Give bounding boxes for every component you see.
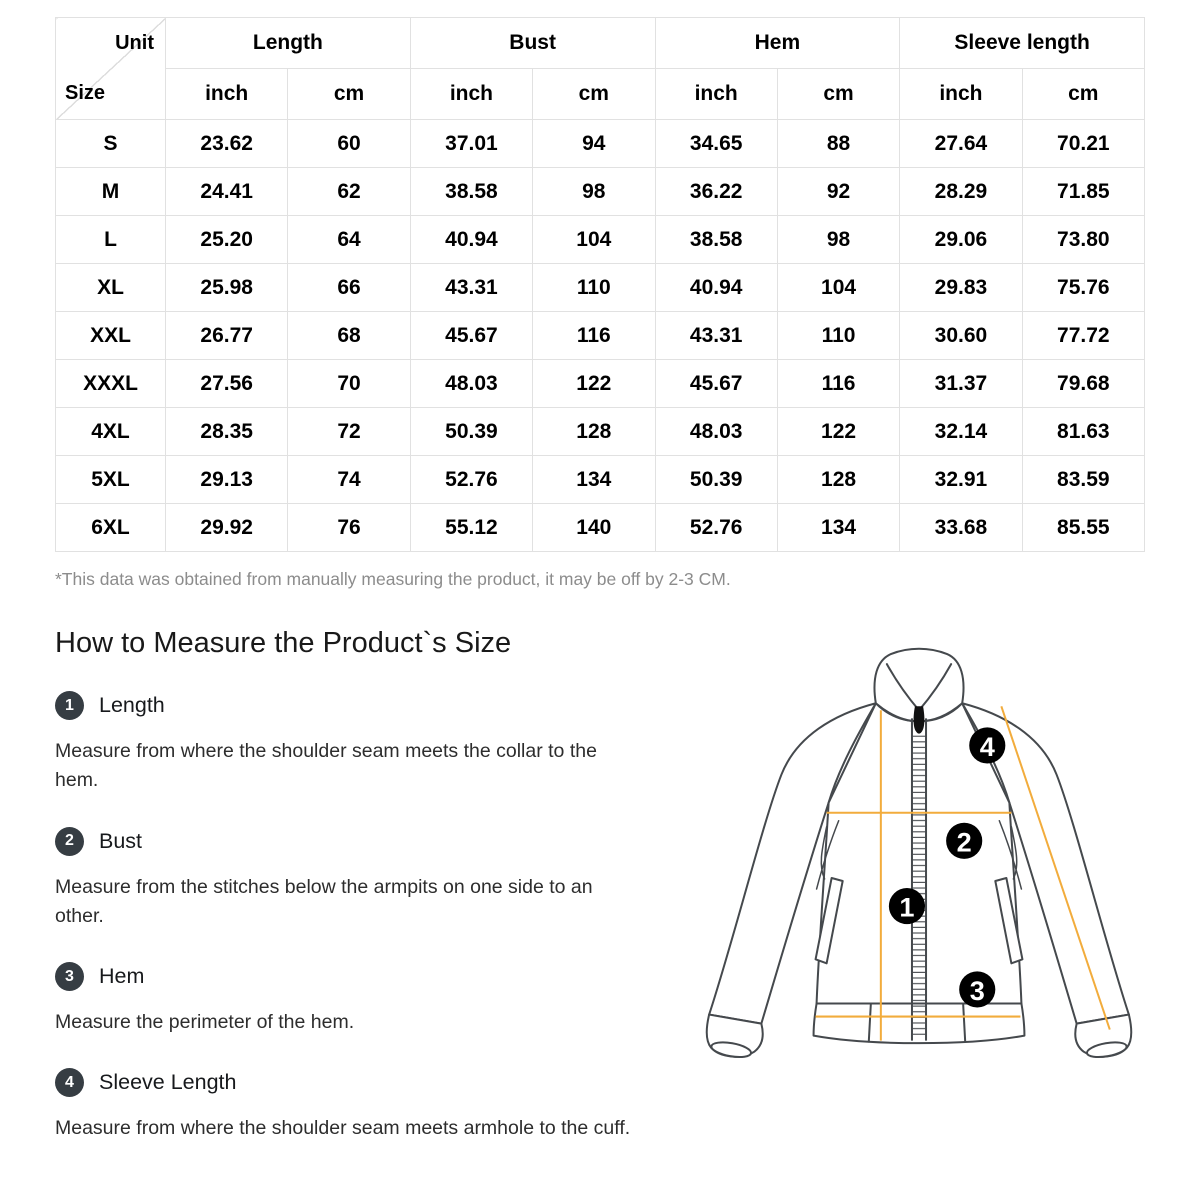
measurement-cell: 25.20 (166, 216, 288, 264)
step-label: Sleeve Length (99, 1070, 237, 1095)
measurement-disclaimer: *This data was obtained from manually measuring the product, it may be off by 2-3 CM. (55, 569, 731, 589)
measurement-cell: 52.76 (655, 504, 777, 552)
measurement-cell: 83.59 (1022, 456, 1144, 504)
unit-header-cell: cm (288, 69, 410, 120)
measurement-cell: 71.85 (1022, 168, 1144, 216)
unit-size-corner-cell (56, 18, 166, 120)
column-group-sleeve-length: Sleeve length (900, 18, 1145, 69)
measurement-cell: 28.35 (166, 408, 288, 456)
measurement-cell: 85.55 (1022, 504, 1144, 552)
measuring-guide (55, 627, 640, 1144)
measurement-cell: 36.22 (655, 168, 777, 216)
size-row-5XL (56, 456, 1145, 504)
unit-header-cell: cm (533, 69, 655, 120)
size-row-XL (56, 264, 1145, 312)
zipper-pull (914, 706, 925, 733)
measurement-cell: 66 (288, 264, 410, 312)
svg-text:3: 3 (969, 974, 985, 1006)
step-hem (55, 962, 640, 1037)
measurement-cell: 73.80 (1022, 216, 1144, 264)
unit-header-row (56, 69, 1145, 120)
measurement-cell: 25.98 (166, 264, 288, 312)
measurement-cell: 48.03 (410, 360, 532, 408)
measurement-cell: 23.62 (166, 120, 288, 168)
measurement-cell: 77.72 (1022, 312, 1144, 360)
measurement-cell: 79.68 (1022, 360, 1144, 408)
measurement-cell: 128 (533, 408, 655, 456)
measurement-cell: 52.76 (410, 456, 532, 504)
measurement-cell: 134 (777, 504, 899, 552)
column-group-bust: Bust (410, 18, 655, 69)
measurement-cell: 45.67 (410, 312, 532, 360)
measurement-cell: 122 (533, 360, 655, 408)
measurement-cell: 88 (777, 120, 899, 168)
measurement-cell: 29.06 (900, 216, 1022, 264)
measurement-cell: 104 (777, 264, 899, 312)
measurement-cell: 50.39 (655, 456, 777, 504)
size-name-cell: M (56, 168, 166, 216)
step-length (55, 691, 640, 796)
measurement-cell: 122 (777, 408, 899, 456)
step-header (55, 962, 640, 991)
jacket-badge-bust (946, 823, 982, 859)
step-description: Measure from the stitches below the armpits on one side to an other. (55, 875, 593, 927)
step-header (55, 691, 640, 720)
step-number-badge: 3 (55, 962, 84, 991)
unit-header-cell: inch (655, 69, 777, 120)
measurement-cell: 64 (288, 216, 410, 264)
measurement-cell: 40.94 (410, 216, 532, 264)
measurement-cell: 27.56 (166, 360, 288, 408)
measurement-cell: 110 (777, 312, 899, 360)
size-row-L (56, 216, 1145, 264)
measurement-cell: 128 (777, 456, 899, 504)
measurement-cell: 37.01 (410, 120, 532, 168)
measurement-cell: 116 (533, 312, 655, 360)
measurement-cell: 92 (777, 168, 899, 216)
measurement-cell: 33.68 (900, 504, 1022, 552)
group-header-row (56, 18, 1145, 69)
step-description: Measure from where the shoulder seam meets armhole to the cuff. (55, 1117, 631, 1140)
size-row-XXXL (56, 360, 1145, 408)
measurement-cell: 31.37 (900, 360, 1022, 408)
step-description: Measure the perimeter of the hem. (55, 1011, 355, 1033)
unit-label: Unit (115, 32, 154, 54)
measurement-cell: 40.94 (655, 264, 777, 312)
column-group-length: Length (166, 18, 411, 69)
measurement-cell: 76 (288, 504, 410, 552)
measurement-cell: 68 (288, 312, 410, 360)
step-header (55, 1068, 640, 1097)
size-chart-table (55, 17, 1145, 552)
unit-header-cell: inch (410, 69, 532, 120)
unit-header-cell: cm (1022, 69, 1144, 120)
svg-text:4: 4 (979, 730, 995, 762)
measurement-cell: 74 (288, 456, 410, 504)
size-name-cell: 5XL (56, 456, 166, 504)
size-row-XXL (56, 312, 1145, 360)
jacket-badge-hem (959, 971, 995, 1007)
measurement-cell: 70.21 (1022, 120, 1144, 168)
jacket-measurement-illustration (678, 640, 1160, 1122)
jacket-badge-length (889, 888, 925, 924)
unit-header-cell: inch (166, 69, 288, 120)
guide-title: How to Measure the Product`s Size (55, 627, 512, 659)
step-sleeve-length (55, 1068, 640, 1143)
step-number-badge: 4 (55, 1068, 84, 1097)
measurement-cell: 62 (288, 168, 410, 216)
step-label: Length (99, 693, 165, 717)
size-name-cell: 6XL (56, 504, 166, 552)
size-name-cell: S (56, 120, 166, 168)
measurement-cell: 45.67 (655, 360, 777, 408)
unit-header-cell: cm (777, 69, 899, 120)
measurement-cell: 98 (777, 216, 899, 264)
step-description: Measure from where the shoulder seam meets the collar to the hem. (55, 740, 597, 792)
size-label: Size (65, 82, 106, 104)
step-number-badge: 1 (55, 691, 84, 720)
measurement-cell: 140 (533, 504, 655, 552)
measurement-cell: 30.60 (900, 312, 1022, 360)
measurement-cell: 116 (777, 360, 899, 408)
measurement-cell: 38.58 (655, 216, 777, 264)
measurement-cell: 32.14 (900, 408, 1022, 456)
measurement-cell: 72 (288, 408, 410, 456)
measurement-cell: 43.31 (410, 264, 532, 312)
measurement-cell: 98 (533, 168, 655, 216)
measurement-cell: 110 (533, 264, 655, 312)
measurement-cell: 29.83 (900, 264, 1022, 312)
measurement-cell: 50.39 (410, 408, 532, 456)
size-name-cell: XXXL (56, 360, 166, 408)
measurement-cell: 43.31 (655, 312, 777, 360)
measurement-cell: 27.64 (900, 120, 1022, 168)
measurement-cell: 70 (288, 360, 410, 408)
size-name-cell: XL (56, 264, 166, 312)
measurement-cell: 55.12 (410, 504, 532, 552)
measurement-cell: 26.77 (166, 312, 288, 360)
measurement-cell: 134 (533, 456, 655, 504)
measurement-cell: 94 (533, 120, 655, 168)
size-name-cell: XXL (56, 312, 166, 360)
measurement-cell: 24.41 (166, 168, 288, 216)
size-row-S (56, 120, 1145, 168)
size-row-6XL (56, 504, 1145, 552)
step-label: Hem (99, 964, 145, 988)
jacket-badge-sleeve (969, 727, 1005, 763)
measurement-cell: 48.03 (655, 408, 777, 456)
step-label: Bust (99, 828, 143, 853)
measurement-cell: 34.65 (655, 120, 777, 168)
size-name-cell: L (56, 216, 166, 264)
measurement-cell: 104 (533, 216, 655, 264)
measurement-cell: 60 (288, 120, 410, 168)
svg-text:2: 2 (956, 826, 972, 858)
size-name-cell: 4XL (56, 408, 166, 456)
step-number-badge: 2 (55, 827, 84, 856)
measurement-cell: 81.63 (1022, 408, 1144, 456)
measurement-cell: 29.13 (166, 456, 288, 504)
zipper (912, 706, 926, 1040)
measurement-cell: 75.76 (1022, 264, 1144, 312)
step-bust (55, 827, 640, 932)
measurement-cell: 28.29 (900, 168, 1022, 216)
step-header (55, 827, 640, 856)
measurement-cell: 32.91 (900, 456, 1022, 504)
measurement-cell: 29.92 (166, 504, 288, 552)
size-row-M (56, 168, 1145, 216)
size-row-4XL (56, 408, 1145, 456)
unit-header-cell: inch (900, 69, 1022, 120)
measurement-cell: 38.58 (410, 168, 532, 216)
column-group-hem: Hem (655, 18, 900, 69)
svg-text:1: 1 (899, 891, 915, 923)
